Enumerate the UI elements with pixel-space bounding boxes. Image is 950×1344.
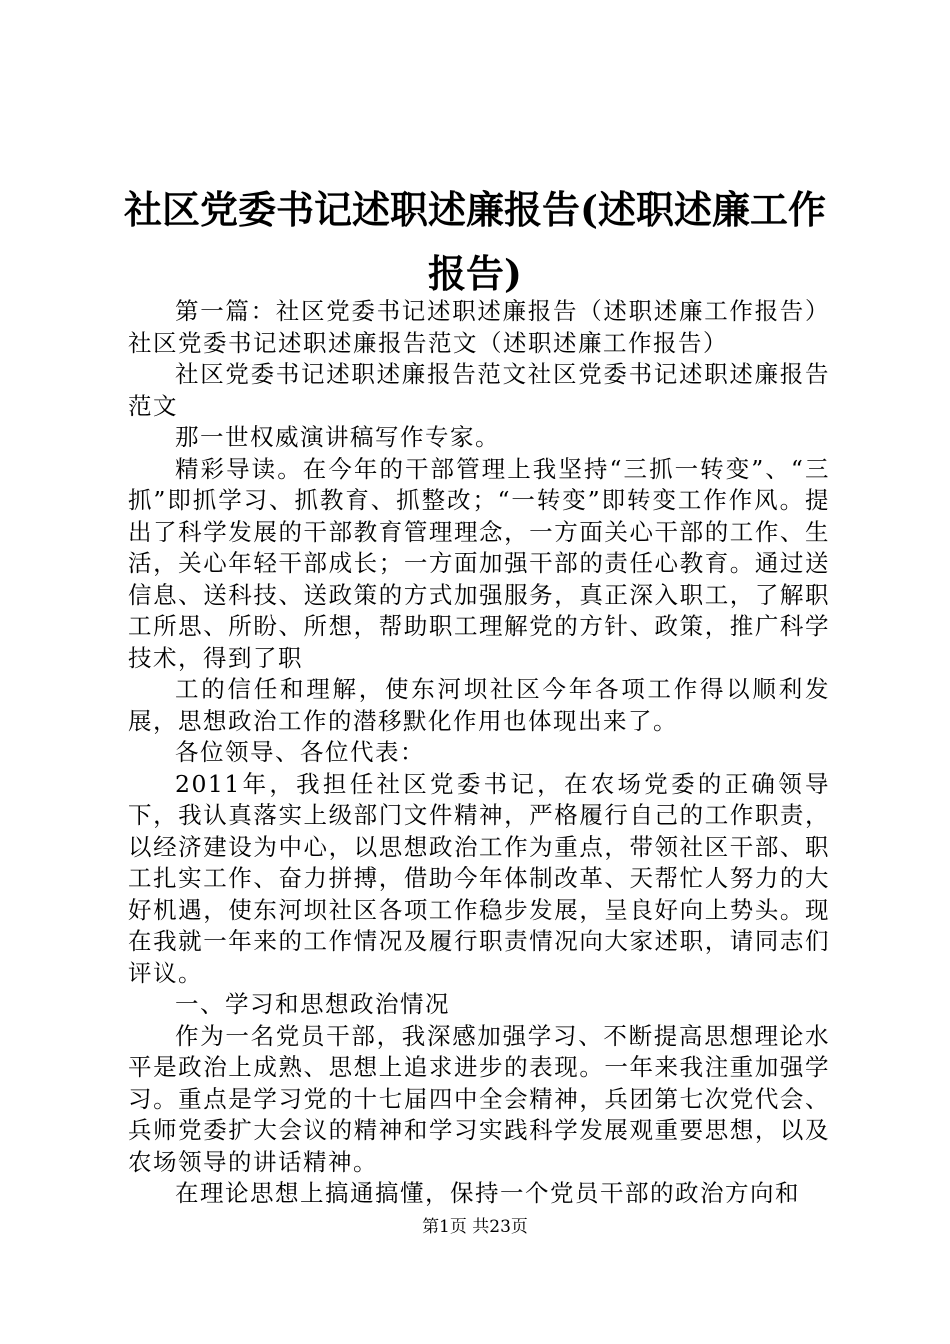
paragraph: 第一篇：社区党委书记述职述廉报告（述职述廉工作报告）社区党委书记述职述廉报告范文（述职述廉工作报告） bbox=[128, 297, 830, 357]
document-body bbox=[128, 296, 830, 1210]
paragraph: 各位领导、各位代表： bbox=[175, 738, 425, 766]
document-title: 社区党委书记述职述廉报告(述职述廉工作报告) bbox=[124, 187, 826, 296]
paragraph: 社区党委书记述职述廉报告范文社区党委书记述职述廉报告范文 bbox=[128, 360, 830, 420]
paragraph: 2011年，我担任社区党委书记，在农场党委的正确领导下，我认真落实上级部门文件精神，严格履行自己的工作职责，以经济建设为中心，以思想政治工作为重点，带领社区干部、职工扎实工作、奋力拼搏，借助今年体制改革、天帮忙人努力的大好机遇，使东河坝社区各项工作稳步发展，呈良好向上势头。现在我就一年来的工作情况及履行职责情况向大家述职，请同志们评议。 bbox=[128, 769, 830, 987]
page-footer: 第1页 共23页 bbox=[422, 1217, 528, 1237]
paragraph: 精彩导读。在今年的干部管理上我坚持“三抓一转变”、“三抓”即抓学习、抓教育、抓整改；“一转变”即转变工作作风。提出了科学发展的干部教育管理理念，一方面关心干部的工作、生活，关心年轻干部成长；一方面加强干部的责任心教育。通过送信息、送科技、送政策的方式加强服务，真正深入职工，了解职工所思、所盼、所想，帮助职工理解党的方针、政策，推广科学技术，得到了职 bbox=[128, 454, 830, 672]
section-heading: 一、学习和思想政治情况 bbox=[175, 990, 450, 1018]
paragraph: 在理论思想上搞通搞懂，保持一个党员干部的政治方向和 bbox=[175, 1179, 800, 1207]
paragraph: 工的信任和理解，使东河坝社区今年各项工作得以顺利发展，思想政治工作的潜移默化作用也体现出来了。 bbox=[128, 675, 830, 735]
paragraph: 作为一名党员干部，我深感加强学习、不断提高思想理论水平是政治上成熟、思想上追求进步的表现。一年来我注重加强学习。重点是学习党的十七届四中全会精神，兵团第七次党代会、兵师党委扩大会议的精神和学习实践科学发展观重要思想，以及农场领导的讲话精神。 bbox=[128, 1021, 830, 1176]
paragraph: 那一世权威演讲稿写作专家。 bbox=[175, 423, 500, 451]
